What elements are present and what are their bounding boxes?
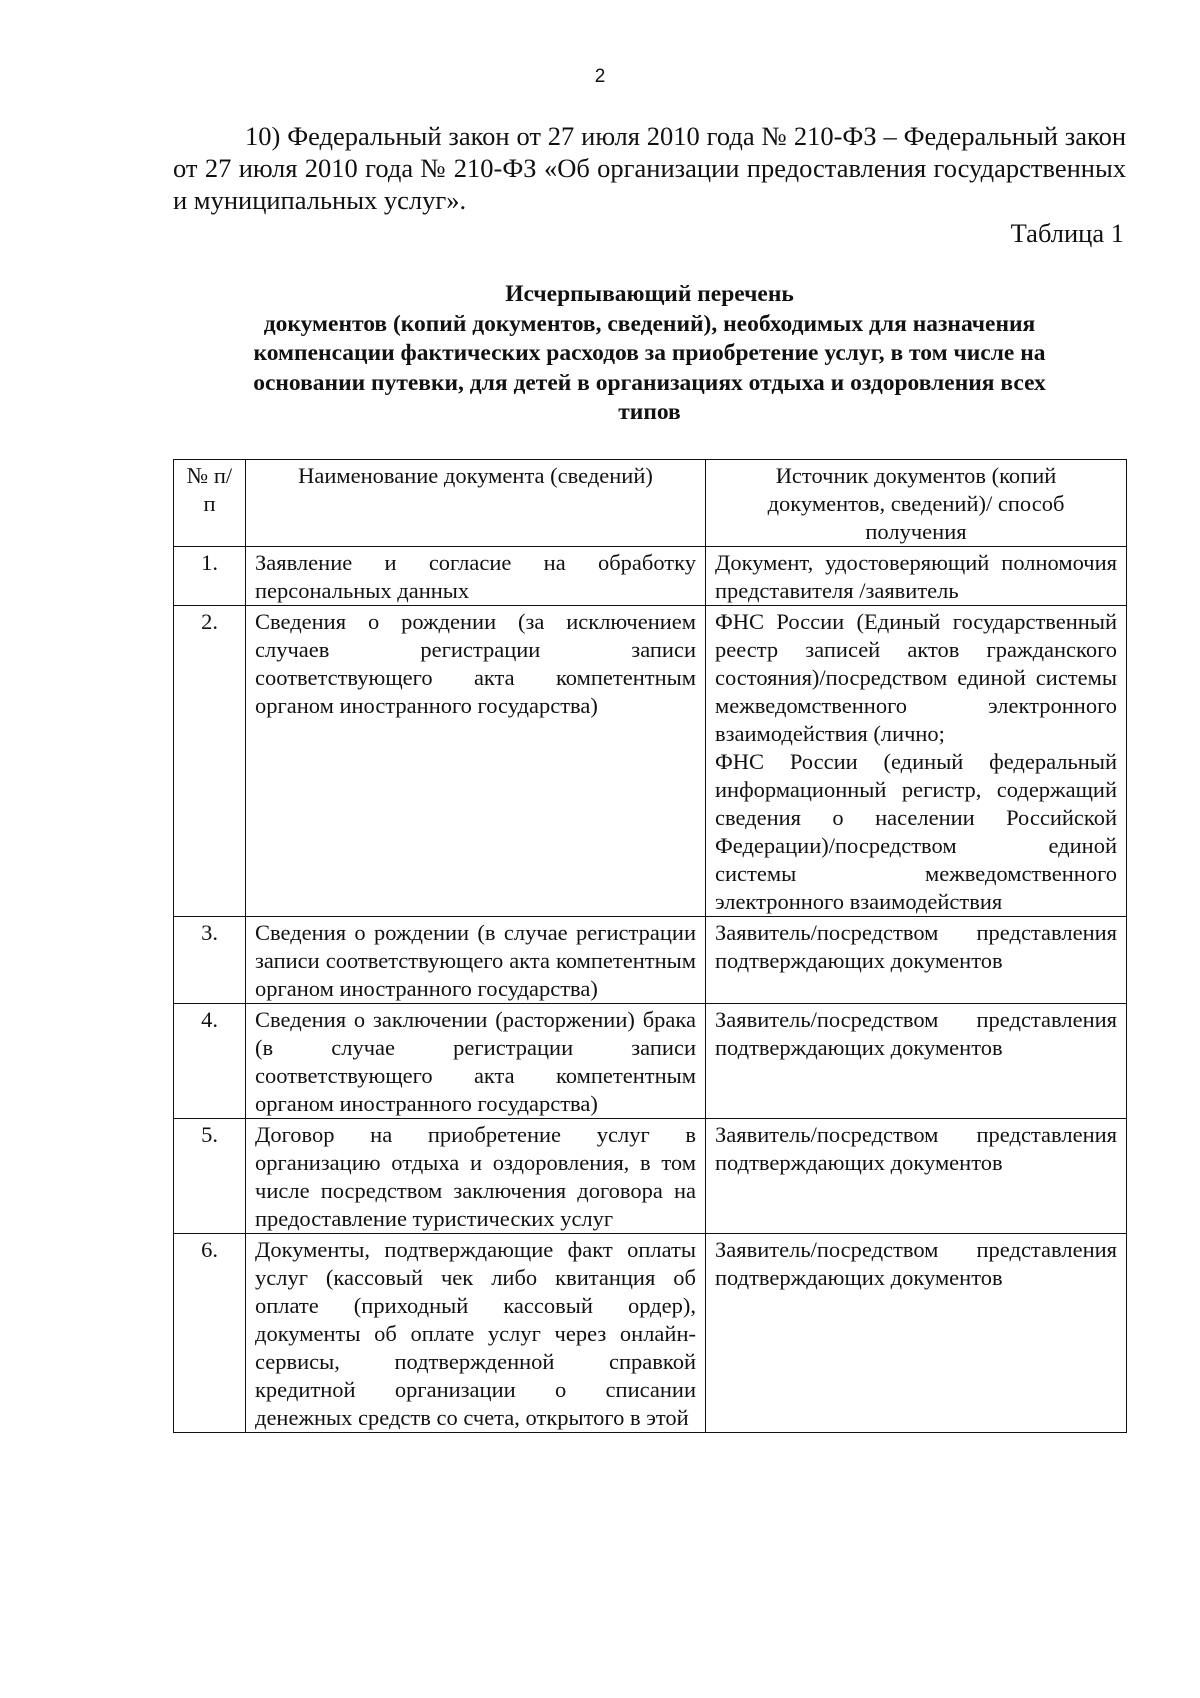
- row-source-text-extra: ФНС России (единый федеральный информационный регистр, содержащий сведения о населении Российской Федерации)/посредством единой системы межведомственного электронного взаимодействия: [715, 749, 1117, 914]
- row-num: 1.: [174, 547, 246, 606]
- row-document-name: Сведения о рождении (за исключением случаев регистрации записи соответствующего акта компетентным органом иностранного государства): [246, 606, 706, 917]
- table-row: [174, 606, 1127, 917]
- row-source: Заявитель/посредством представления подтверждающих документов: [706, 1234, 1127, 1433]
- row-source: Заявитель/посредством представления подтверждающих документов: [706, 1004, 1127, 1119]
- header-name: Наименование документа (сведений): [246, 460, 706, 547]
- row-num: 4.: [174, 1004, 246, 1119]
- row-document-name: Договор на приобретение услуг в организацию отдыха и оздоровления, в том числе посредством заключения договора на предоставление туристических услуг: [246, 1119, 706, 1234]
- intro-paragraph: 10) Федеральный закон от 27 июля 2010 года № 210-ФЗ – Федеральный закон от 27 июля 2010 года № 210-ФЗ «Об организации предоставления государственных и муниципальных услуг».: [173, 121, 1126, 215]
- row-source: Документ, удостоверяющий полномочия представителя /заявитель: [706, 547, 1127, 606]
- table-title-line: компенсации фактических расходов за приобретение услуг, в том числе на: [253, 340, 1046, 366]
- documents-table: [173, 459, 1127, 1433]
- row-num: 6.: [174, 1234, 246, 1433]
- table-row: [174, 917, 1127, 1004]
- row-document-name: Заявление и согласие на обработку персональных данных: [246, 547, 706, 606]
- table-row: [174, 547, 1127, 606]
- table-title-line: документов (копий документов, сведений), необходимых для назначения: [263, 310, 1036, 337]
- row-document-name-text: Документы, подтверждающие факт оплаты услуг (кассовый чек либо квитанция об оплате (приходный кассовый ордер), документы об оплате услуг через онлайн-сервисы, подтвержденной справкой кредитной организации о списании денежных средств со счета, открытого в этой: [255, 1237, 696, 1430]
- header-num: № п/п: [174, 460, 246, 547]
- row-document-name: Сведения о рождении (в случае регистрации записи соответствующего акта компетентным органом иностранного государства): [246, 917, 706, 1004]
- row-num: 2.: [174, 606, 246, 917]
- row-source: Заявитель/посредством представления подтверждающих документов: [706, 1119, 1127, 1234]
- row-source: [706, 606, 1127, 917]
- page-number: 2: [594, 66, 606, 87]
- row-source-text: ФНС России (Единый государственный реестр записей актов гражданского состояния)/посредством единой системы межведомственного электронного взаимодействия (лично;: [715, 609, 1117, 746]
- table-row: [174, 1234, 1127, 1433]
- row-source: Заявитель/посредством представления подтверждающих документов: [706, 917, 1127, 1004]
- row-num: 3.: [174, 917, 246, 1004]
- table-title-line: Исчерпывающий перечень: [505, 281, 794, 307]
- table-title-line: типов: [618, 399, 681, 425]
- table-header-row: [174, 460, 1127, 547]
- header-source: Источник документов (копий документов, сведений)/ способ получения: [706, 460, 1127, 547]
- table-title: [173, 280, 1126, 428]
- table-row: [174, 1004, 1127, 1119]
- row-document-name: [246, 1234, 706, 1433]
- table-row: [174, 1119, 1127, 1234]
- table-caption: Таблица 1: [1010, 218, 1124, 248]
- table-title-line: основании путевки, для детей в организациях отдыха и оздоровления всех: [253, 369, 1046, 396]
- row-num: 5.: [174, 1119, 246, 1234]
- row-document-name: Сведения о заключении (расторжении) брака (в случае регистрации записи соответствующего акта компетентным органом иностранного государства): [246, 1004, 706, 1119]
